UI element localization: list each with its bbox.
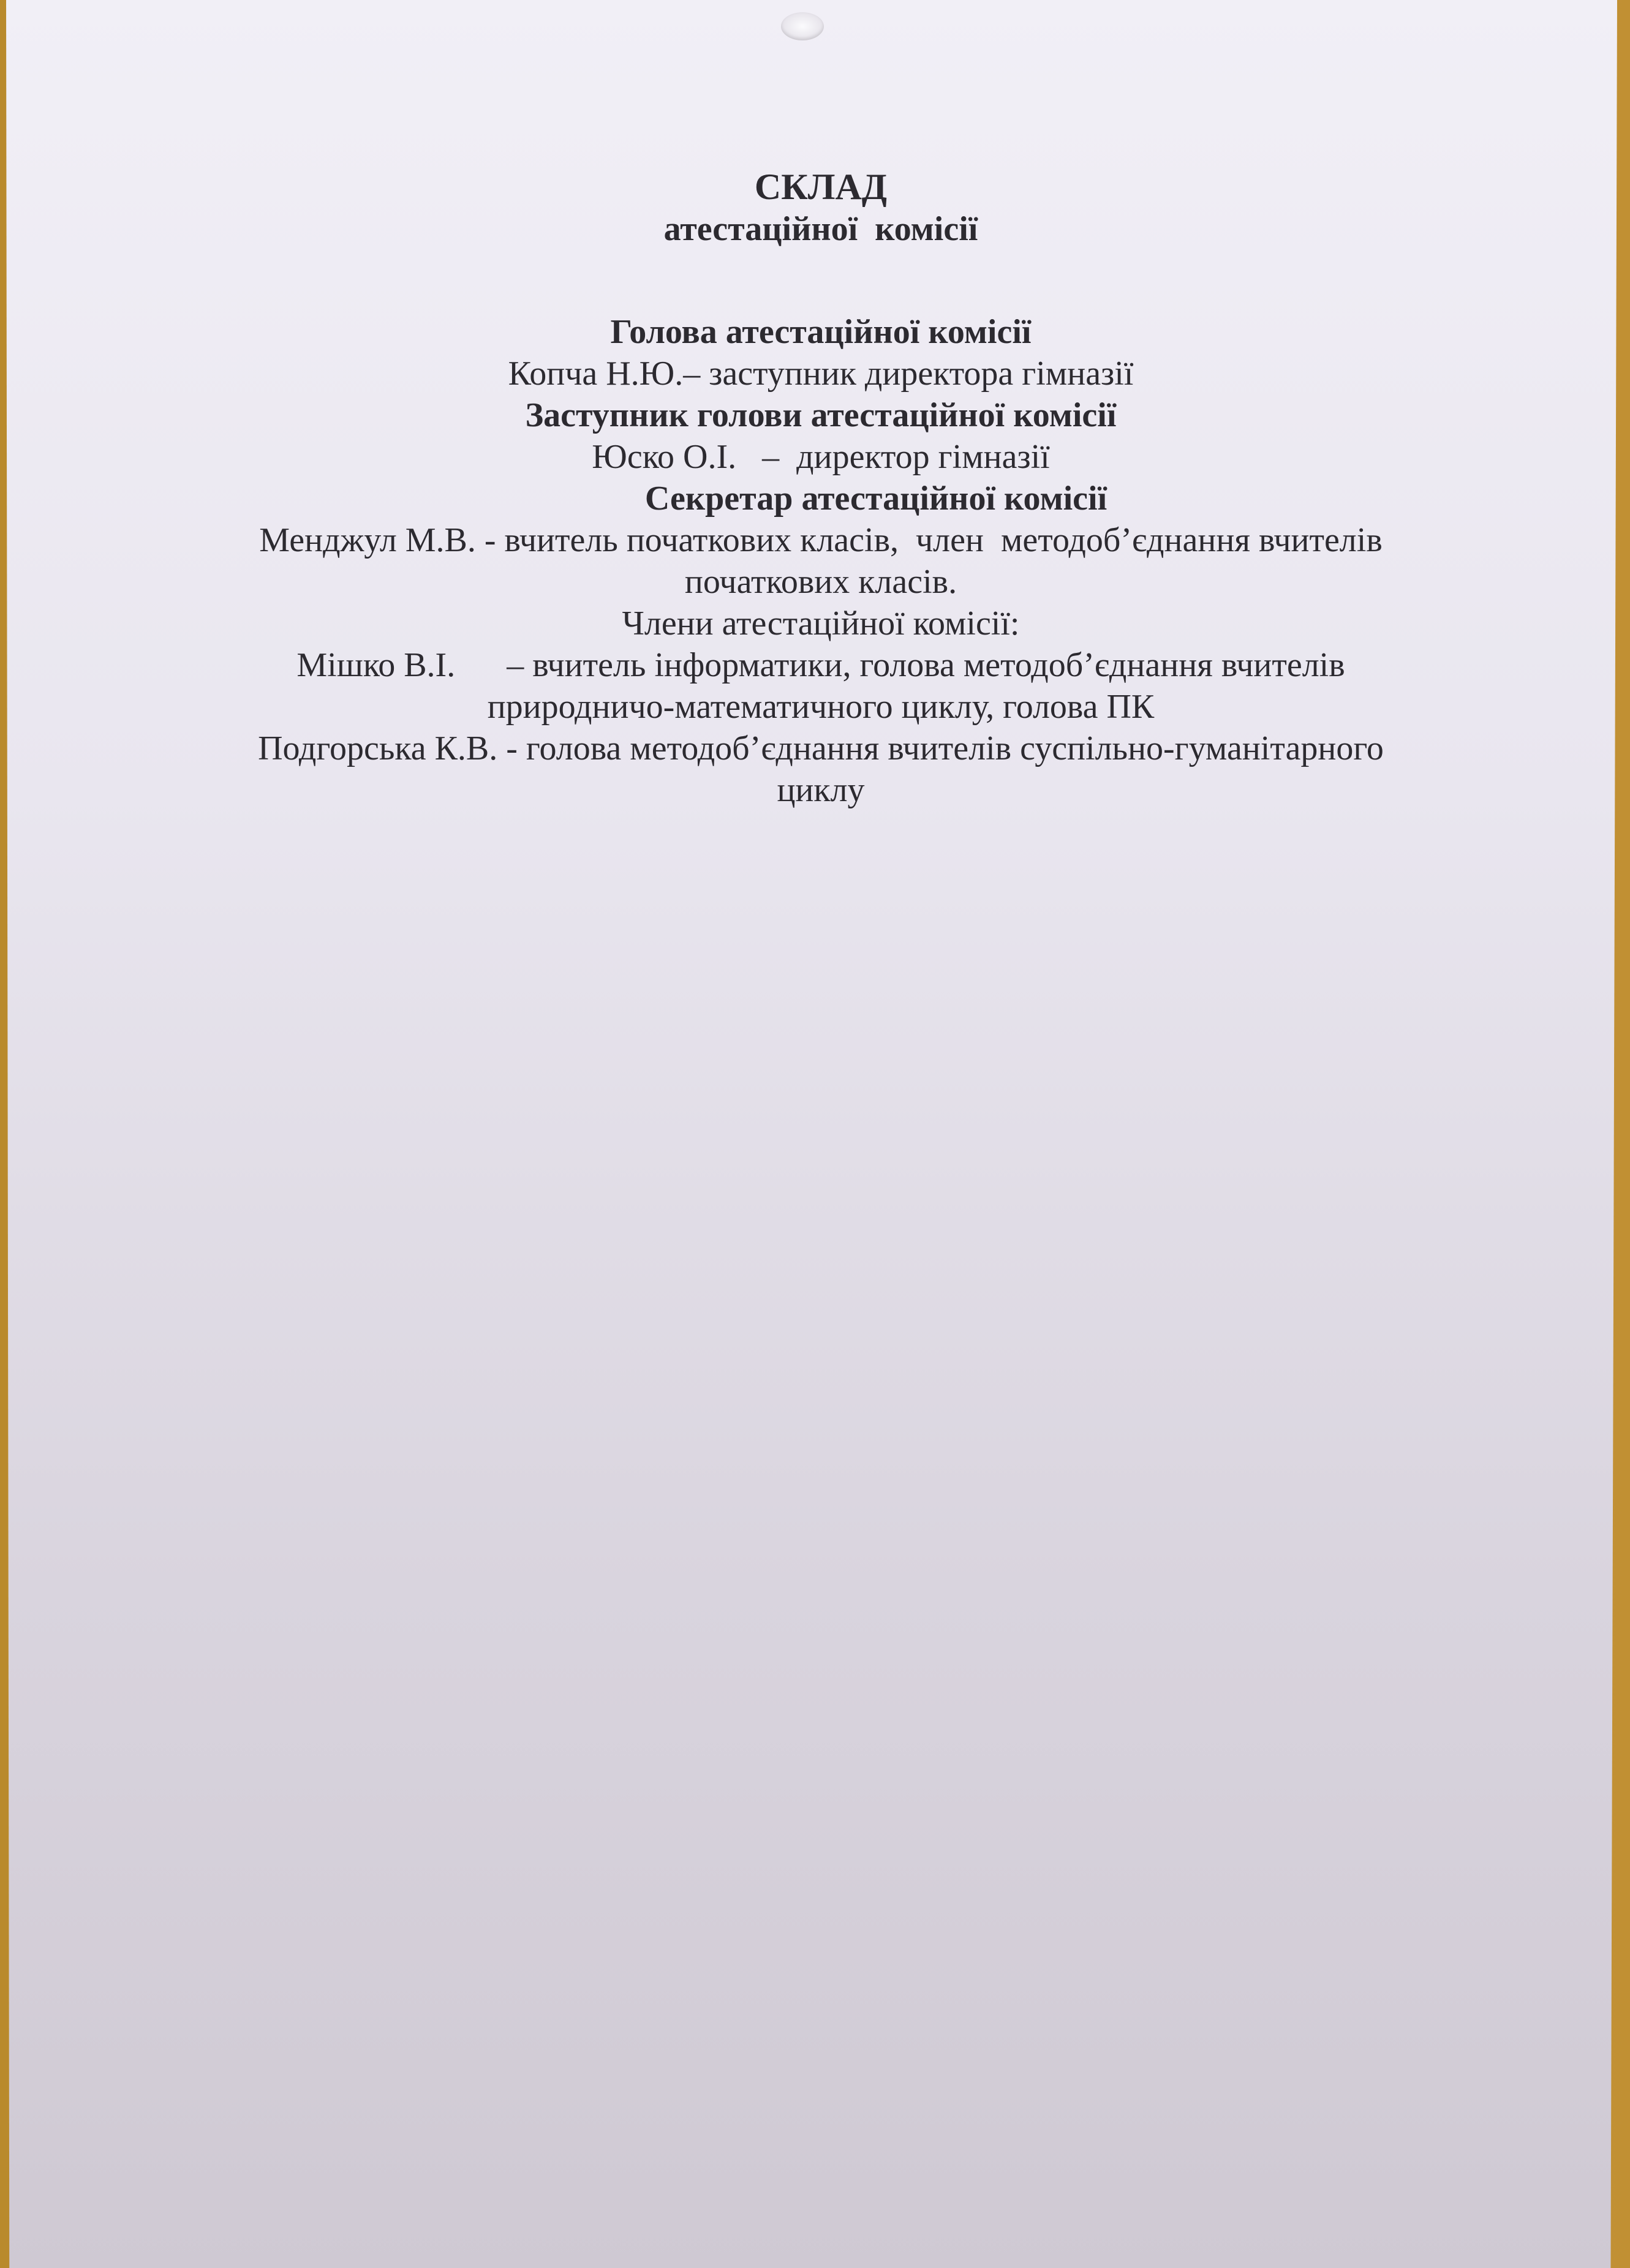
member1-line2: природничо-математичного циклу, голова ПК (487, 688, 1155, 726)
deputy-heading: Заступник голови атестаційної комісії (525, 396, 1117, 434)
member1-line1: Мішко В.І. – вчитель інформатики, голова методоб’єднання вчителів (296, 646, 1345, 684)
document-subtitle: атестаційної комісії (663, 210, 978, 248)
secretary-member-line2: початкових класів. (684, 563, 957, 601)
deputy-member: Юско О.І. – директор гімназії (592, 438, 1050, 476)
member2-line1: Подгорська К.В. - голова методоб’єднання вчителів суспільно-гуманітарного (258, 729, 1384, 767)
chair-heading: Голова атестаційної комісії (610, 313, 1032, 351)
secretary-member-line1: Менджул М.В. - вчитель початкових класів, член методоб’єднання вчителів (259, 521, 1383, 559)
punch-hole (781, 12, 824, 40)
document-title: СКЛАД (754, 167, 888, 207)
spacer (153, 250, 1489, 311)
chair-member: Копча Н.Ю.– заступник директора гімназії (508, 355, 1134, 393)
document-body (153, 165, 1489, 811)
secretary-heading: Секретар атестаційної комісії (644, 480, 1107, 518)
members-heading: Члени атестаційної комісії: (622, 605, 1020, 642)
member2-line2: циклу (777, 771, 865, 809)
